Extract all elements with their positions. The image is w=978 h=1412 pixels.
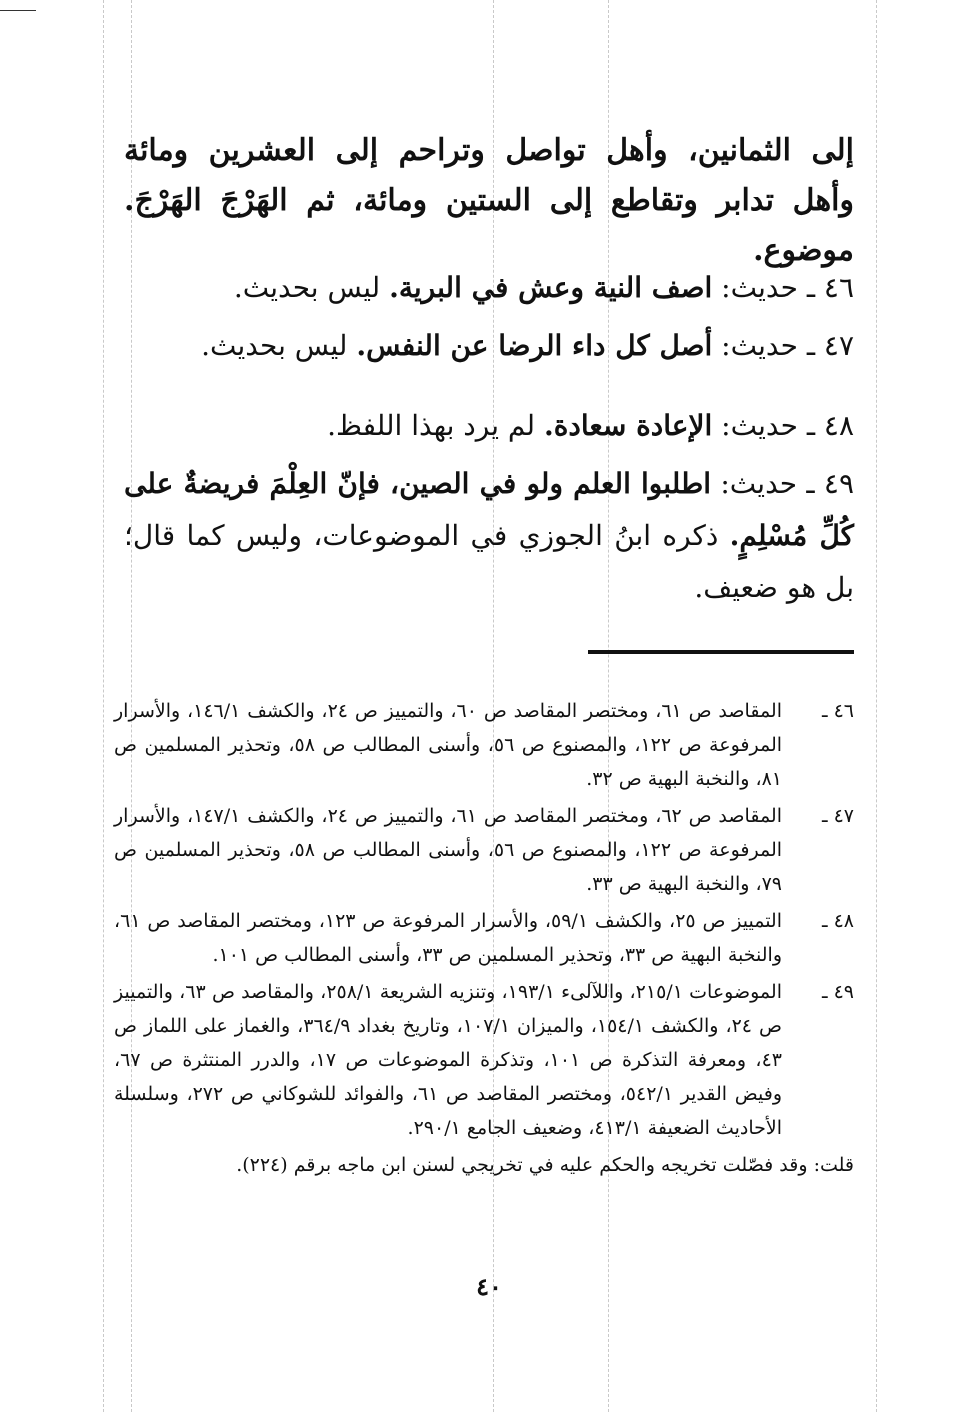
hadith-label: حديث:: [721, 409, 798, 442]
footnote-number: ٤٨ ـ: [821, 910, 854, 932]
footnote-text: المقاصد ص ٦٢، ومختصر المقاصد ص ٦١، والتمييز ص ٢٤، والكشف ١٤٧/١، والأسرار المرفوعة ص ١٢٢، والمصنوع ص ٥٦، وأسنى المطالب ص ٥٨، وتحذير المسلمين ص ٧٩، والنخبة البهية ص ٣٣.: [114, 805, 783, 895]
footnote-item: [114, 694, 854, 796]
scan-guide-line: [103, 0, 104, 1412]
page-number: ٤٠: [476, 1272, 502, 1301]
hadith-number: ٤٦ ـ: [806, 271, 854, 304]
closing-note: قلت: وقد فصّلت تخريجه والحكم عليه في تخريجي لسنن ابن ماجه برقم (٢٢٤).: [236, 1154, 854, 1176]
hadith-46: [124, 262, 854, 314]
intro-paragraph: إلى الثمانين، وأهل تواصل وتراحم إلى العشرين ومائة وأهل تدابر وتقاطع إلى الستين ومائة، ثم الهَرْجَ الهَرْجَ. موضوع.: [124, 133, 854, 268]
hadith-text: اطلبوا العلم ولو في الصين، فإنّ العِلْمَ فريضةٌ على كُلِّ مُسْلِمٍ.: [124, 467, 854, 552]
footnotes-list: [114, 694, 854, 1185]
footnote-item: [114, 799, 854, 901]
hadith-47: [124, 320, 854, 372]
footnote-number: ٤٩ ـ: [821, 981, 854, 1003]
hadith-48: [124, 400, 854, 452]
hadith-verdict: ذكره ابنُ الجوزي في الموضوعات، وليس كما قال؛ بل هو ضعيف.: [124, 519, 854, 604]
hadith-verdict: ليس بحديث.: [201, 329, 348, 362]
hadith-verdict: لم يرد بهذا اللفظ.: [327, 409, 536, 442]
footnote-item: [114, 975, 854, 1145]
hadith-text: أصل كل داء الرضا عن النفس.: [356, 329, 713, 362]
hadith-label: حديث:: [721, 271, 798, 304]
hadith-text: الإعادة سعادة.: [544, 409, 713, 442]
footnote-text: التمييز ص ٢٥، والكشف ٥٩/١، والأسرار المرفوعة ص ١٢٣، ومختصر المقاصد ص ٦١، والنخبة البهية ص ٣٣، وتحذير المسلمين ص ٣٣، وأسنى المطالب ص ١٠١.: [114, 910, 782, 966]
hadith-49: [124, 458, 854, 614]
hadith-verdict: ليس بحديث.: [233, 271, 381, 304]
footnote-separator: [588, 650, 854, 654]
hadith-number: ٤٧ ـ: [806, 329, 854, 362]
scan-corner-mark: [0, 10, 36, 11]
footnote-text: الموضوعات ٢١٥/١، واللآلىء ١٩٣/١، وتنزيه الشريعة ٢٥٨/١، والمقاصد ص ٦٣، والتمييز ص ٢٤، والكشف ١٥٤/١، والميزان ١٠٧/١، وتاريخ بغداد ٣٦٤/٩، والغماز على اللماز ص ٤٣، ومعرفة التذكرة ص ١٠١، وتذكرة الموضوعات ص ١٧، والدرر المنتثرة ص ٦٧، وفيض القدير ٥٤٢/١، ومختصر المقاصد ص ٦١، والفوائد للشوكاني ص ٢٧٢، وسلسلة الأحاديث الضعيفة ٤١٣/١، وضعيف الجامع ٢٩٠/١.: [114, 981, 782, 1139]
footnote-number: ٤٦ ـ: [821, 700, 854, 722]
hadith-text: اصف النية وعش في البرية.: [389, 271, 713, 304]
hadith-label: حديث:: [721, 329, 798, 362]
footnote-item: [114, 904, 854, 972]
hadith-number: ٤٨ ـ: [806, 409, 854, 442]
scan-guide-line: [876, 0, 877, 1412]
hadith-number: ٤٩ ـ: [806, 467, 854, 500]
footnote-number: ٤٧ ـ: [821, 805, 854, 827]
footnote-text: المقاصد ص ٦١، ومختصر المقاصد ص ٦٠، والتمييز ص ٢٤، والكشف ١٤٦/١، والأسرار المرفوعة ص ١٢٢، والمصنوع ص ٥٦، وأسنى المطالب ص ٥٨، وتحذير المسلمين ص ٨١، والنخبة البهية ص ٣٢.: [114, 700, 783, 790]
hadith-label: حديث:: [720, 467, 798, 500]
